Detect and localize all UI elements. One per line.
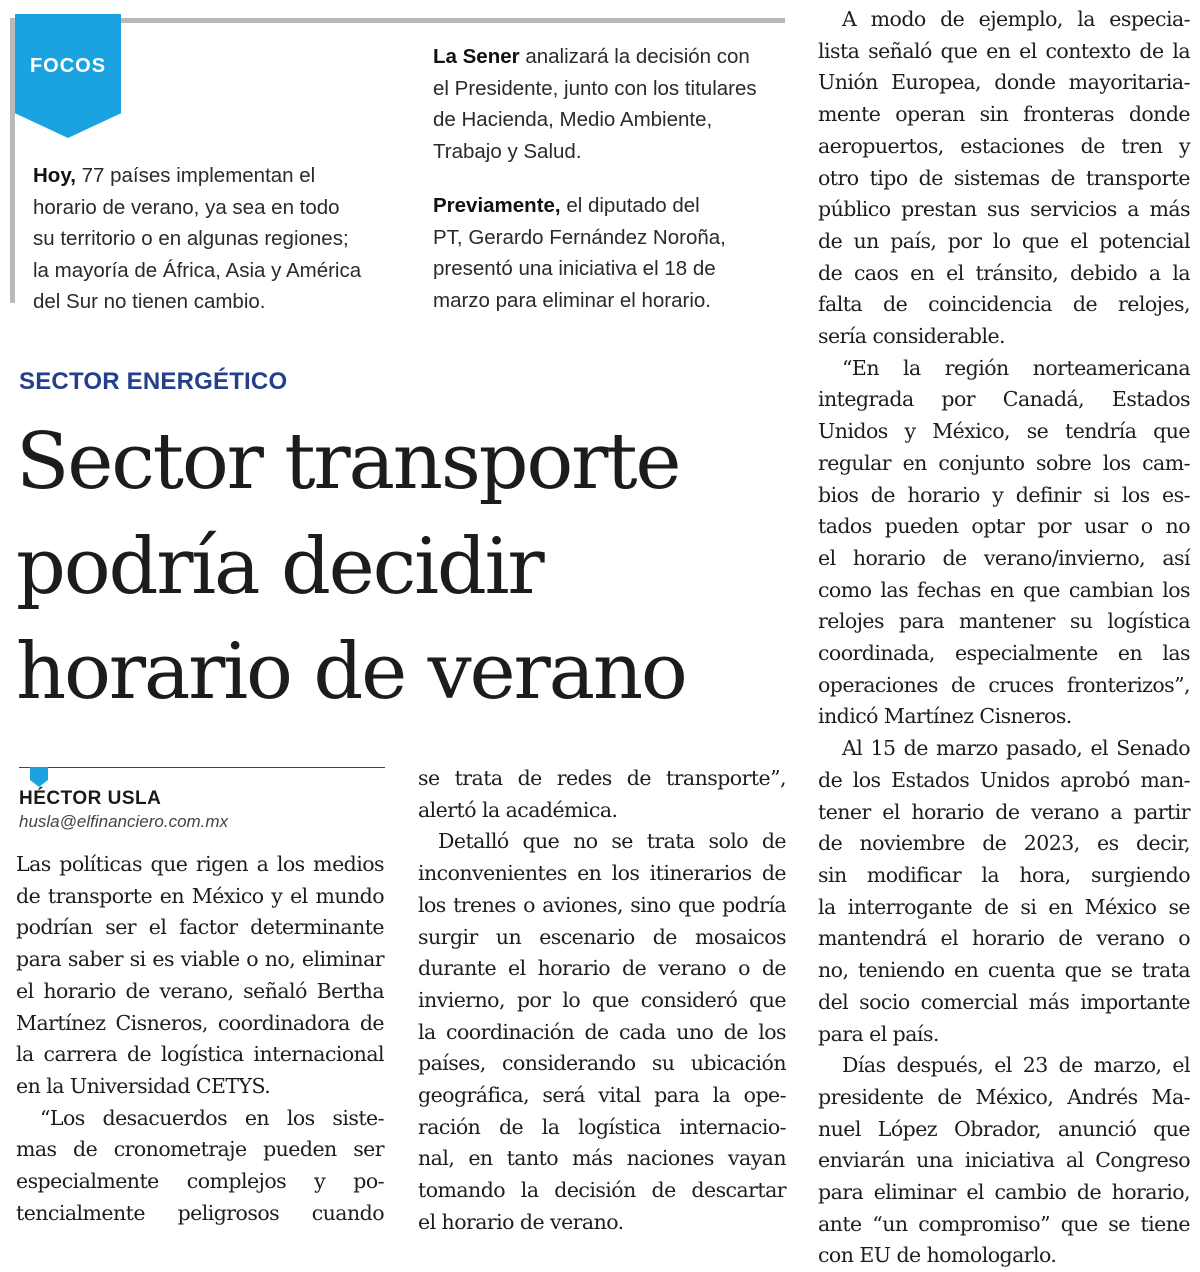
focos-tag-label: FOCOS: [29, 55, 107, 77]
byline-marker-icon: [30, 767, 48, 787]
paragraph: A modo de ejemplo, la especia- lista señaló que en el contexto de la Unión Europea, donde mayoritaria- mente operan sin fronteras donde aeropuertos, estaciones de tren y otro tipo de sistemas de transporte público prestan sus servicios a más de un país, por lo que el potencial de caos en el tránsito, debido a la falta de coincidencia de relojes, sería considerable.: [818, 7, 1190, 349]
focos-item-1: Hoy, 77 países implementan el horario de verano, ya sea en todo su territorio o en algunas regiones; la mayoría de África, Asia y América del Sur no tienen cambio.: [33, 164, 362, 313]
author-name: HÉCTOR USLA: [19, 788, 162, 809]
body-column-3: [818, 4, 1190, 1272]
paragraph: “En la región norteamericana integrada por Canadá, Estados Unidos y México, se tendría que regular en conjunto sobre los cam- bios de horario y definir si los es- tados pueden optar por usar o no el horario de verano/invierno, así como las fechas en que cambian los relojes para mantener su logística coordinada, especialmente en las operaciones de cruces fronterizos”, indicó Martínez Cisneros.: [818, 355, 1190, 729]
body-column-2: [418, 763, 786, 1239]
byline-rule: [19, 767, 385, 768]
section-label: SECTOR ENERGÉTICO: [19, 368, 288, 395]
paragraph: Días después, el 23 de marzo, el presidente de México, Andrés Ma- nuel López Obrador, anunció que enviarán una iniciativa al Congreso para eliminar el cambio de horario, ante “un compromiso” que se tiene con EU de homologarlo.: [818, 1053, 1190, 1268]
paragraph: Detalló que no se trata solo de inconvenientes en los itinerarios de los trenes o aviones, sino que podría surgir un escenario de mosaicos durante el horario de verano o de invierno, por lo que consideró que la coordinación de cada uno de los países, considerando su ubicación geográfica, será vital para la ope- ración de la logística internacio- nal, en tanto más naciones vayan tomando la decisión de descartar el horario de verano.: [418, 829, 786, 1234]
paragraph: Al 15 de marzo pasado, el Senado de los Estados Unidos aprobó man- tener el horario de verano a partir de noviembre de 2023, es decir, sin modificar la hora, surgiendo la interrogante de si en México se mantendrá el horario de verano o no, teniendo en cuenta que se trata del socio comercial más importante para el país.: [818, 736, 1190, 1046]
paragraph: Las políticas que rigen a los medios de transporte en México y el mundo podrían ser el factor determinante para saber si es viable o no, eliminar el horario de verano, señaló Bertha Martínez Cisneros, coordinadora de la carrera de logística internacional en la Universidad CETYS.: [16, 852, 384, 1098]
focos-item-3-lead: Previamente,: [433, 194, 561, 217]
focos-item-2-lead: La Sener: [433, 45, 520, 68]
author-email[interactable]: husla@elfinanciero.com.mx: [19, 812, 229, 831]
headline: Sector transporte podría decidir horario de verano: [16, 417, 686, 717]
focos-frame-top: [10, 18, 785, 23]
focos-item-3: Previamente, el diputado del PT, Gerardo Fernández Noroña, presentó una iniciativa el 18 de marzo para eliminar el horario.: [433, 194, 726, 312]
focos-item-1-lead: Hoy,: [33, 164, 76, 187]
focos-item-2: La Sener analizará la decisión con el Presidente, junto con los titulares de Hacienda, Medio Ambiente, Trabajo y Salud.: [433, 45, 757, 163]
body-column-1: [16, 849, 384, 1229]
paragraph: “Los desacuerdos en los siste- mas de cronometraje pueden ser especialmente complejos y po- tencialmente peligrosos cuando: [16, 1105, 384, 1225]
paragraph: se trata de redes de transporte”, alertó la académica.: [418, 766, 786, 822]
